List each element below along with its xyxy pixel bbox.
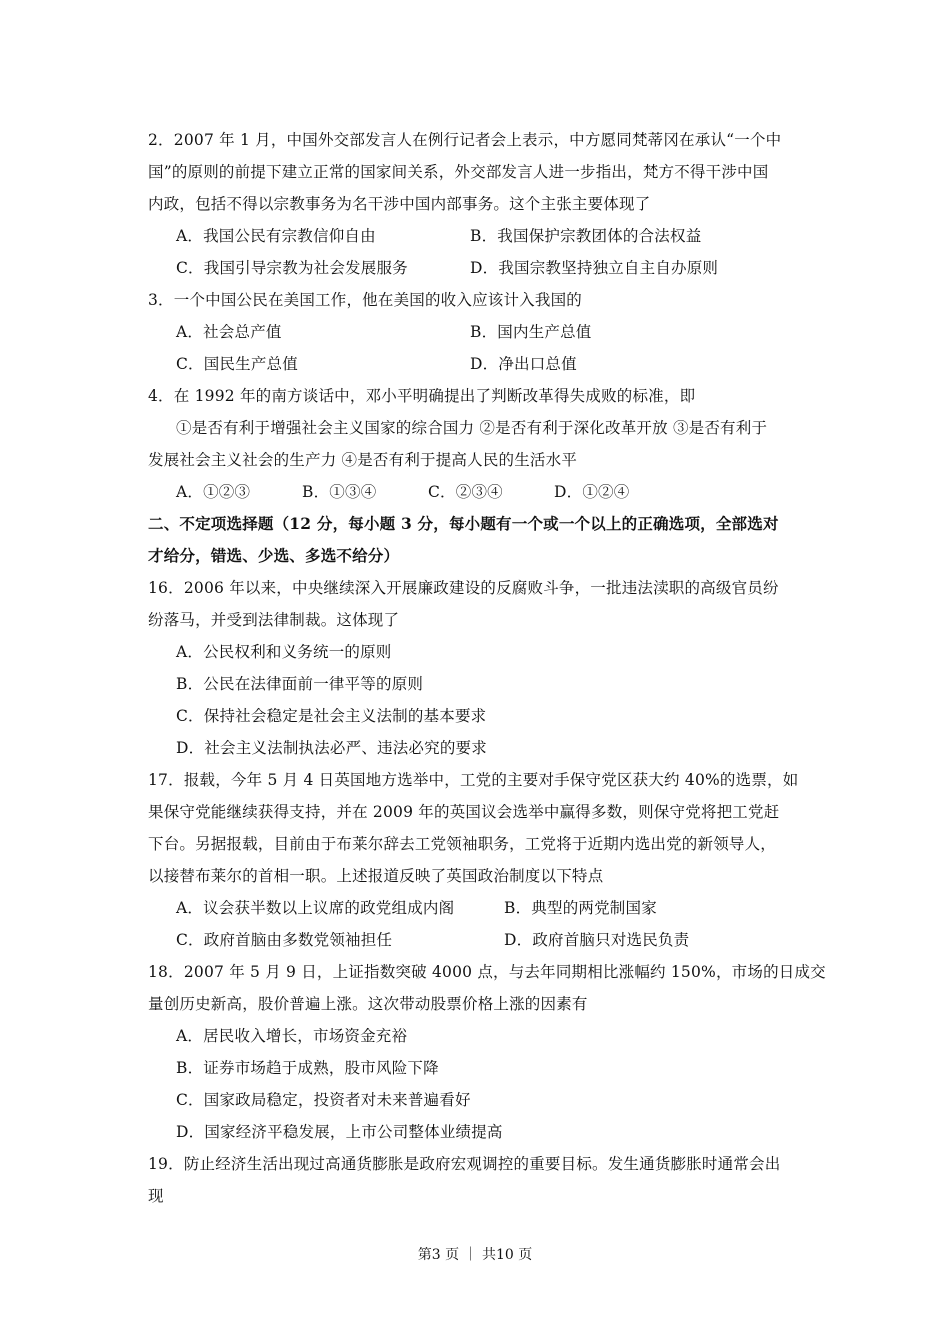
- q17-stem-line-2: 果保守党能继续获得支持，并在 2009 年的英国议会选举中赢得多数，则保守党将把工党赶: [148, 803, 780, 821]
- q19-stem-line-1: 19．防止经济生活出现过高通货膨胀是政府宏观调控的重要目标。发生通货膨胀时通常会出: [148, 1155, 781, 1173]
- q16-option-d: D．社会主义法制执法必严、违法必究的要求: [176, 739, 487, 757]
- q2-option-c: C．我国引导宗教为社会发展服务: [176, 259, 408, 277]
- q17-option-a: A．议会获半数以上议席的政党组成内阁: [176, 899, 455, 917]
- q17-option-b: B．典型的两党制国家: [504, 899, 657, 917]
- q17-stem-line-3: 下台。另据报载，目前由于布莱尔辞去工党领袖职务，工党将于近期内选出党的新领导人，: [148, 835, 777, 853]
- q4-option-b: B．①③④: [302, 483, 377, 501]
- q18-option-d: D．国家经济平稳发展，上市公司整体业绩提高: [176, 1123, 503, 1141]
- q3-option-b: B．国内生产总值: [470, 323, 592, 341]
- q3-option-c: C．国民生产总值: [176, 355, 298, 373]
- q4-option-c: C．②③④: [428, 483, 503, 501]
- q17-stem-line-4: 以接替布莱尔的首相一职。上述报道反映了英国政治制度以下特点: [148, 867, 604, 885]
- q16-option-a: A．公民权利和义务统一的原则: [176, 643, 392, 661]
- q3-option-a: A．社会总产值: [176, 323, 282, 341]
- q16-option-c: C．保持社会稳定是社会主义法制的基本要求: [176, 707, 487, 725]
- q17-option-d: D．政府首脑只对选民负责: [504, 931, 690, 949]
- q16-stem-line-2: 纷落马，并受到法律制裁。这体现了: [148, 611, 400, 629]
- q18-option-c: C．国家政局稳定，投资者对未来普遍看好: [176, 1091, 471, 1109]
- section2-heading-line-2: 才给分，错选、少选、多选不给分）: [148, 546, 400, 565]
- q2-option-d: D．我国宗教坚持独立自主自办原则: [470, 259, 719, 277]
- q3-option-d: D．净出口总值: [470, 355, 577, 373]
- q16-option-b: B．公民在法律面前一律平等的原则: [176, 675, 424, 693]
- q19-stem-line-2: 现: [148, 1187, 164, 1205]
- q17-option-c: C．政府首脑由多数党领袖担任: [176, 931, 393, 949]
- q18-option-b: B．证券市场趋于成熟，股市风险下降: [176, 1059, 439, 1077]
- section2-heading-line-1: 二、不定项选择题（12 分，每小题 3 分，每小题有一个或一个以上的正确选项，全部选对: [148, 514, 779, 533]
- q2-option-b: B．我国保护宗教团体的合法权益: [470, 227, 702, 245]
- q4-option-a: A．①②③: [176, 483, 251, 501]
- q18-stem-line-1: 18．2007 年 5 月 9 日，上证指数突破 4000 点，与去年同期相比涨幅约 150%，市场的日成交: [148, 963, 826, 981]
- q18-option-a: A．居民收入增长，市场资金充裕: [176, 1027, 408, 1045]
- q2-stem-line-3: 内政，包括不得以宗教事务为名干涉中国内部事务。这个主张主要体现了: [148, 195, 651, 213]
- q2-stem-line-2: 国”的原则的前提下建立正常的国家间关系，外交部发言人进一步指出，梵方不得干涉中国: [148, 163, 769, 181]
- q2-option-a: A．我国公民有宗教信仰自由: [176, 227, 376, 245]
- q4-stem-line-1: 4．在 1992 年的南方谈话中，邓小平明确提出了判断改革得失成败的标准，即: [148, 387, 696, 405]
- q4-stem-line-3: 发展社会主义社会的生产力 ④是否有利于提高人民的生活水平: [148, 451, 578, 469]
- q4-stem-line-2: ①是否有利于增强社会主义国家的综合国力 ②是否有利于深化改革开放 ③是否有利于: [176, 419, 768, 437]
- q16-stem-line-1: 16．2006 年以来，中央继续深入开展廉政建设的反腐败斗争，一批违法渎职的高级官员纷: [148, 579, 779, 597]
- q18-stem-line-2: 量创历史新高，股价普遍上涨。这次带动股票价格上涨的因素有: [148, 995, 588, 1013]
- q4-option-d: D．①②④: [554, 483, 630, 501]
- q2-stem-line-1: 2．2007 年 1 月，中国外交部发言人在例行记者会上表示，中方愿同梵蒂冈在承认“一个中: [148, 131, 782, 149]
- q17-stem-line-1: 17．报载，今年 5 月 4 日英国地方选举中，工党的主要对手保守党区获大约 40%的选票，如: [148, 771, 799, 789]
- page-footer: 第3 页 ｜ 共10 页: [417, 1247, 533, 1263]
- q3-stem-line-1: 3．一个中国公民在美国工作，他在美国的收入应该计入我国的: [148, 291, 582, 309]
